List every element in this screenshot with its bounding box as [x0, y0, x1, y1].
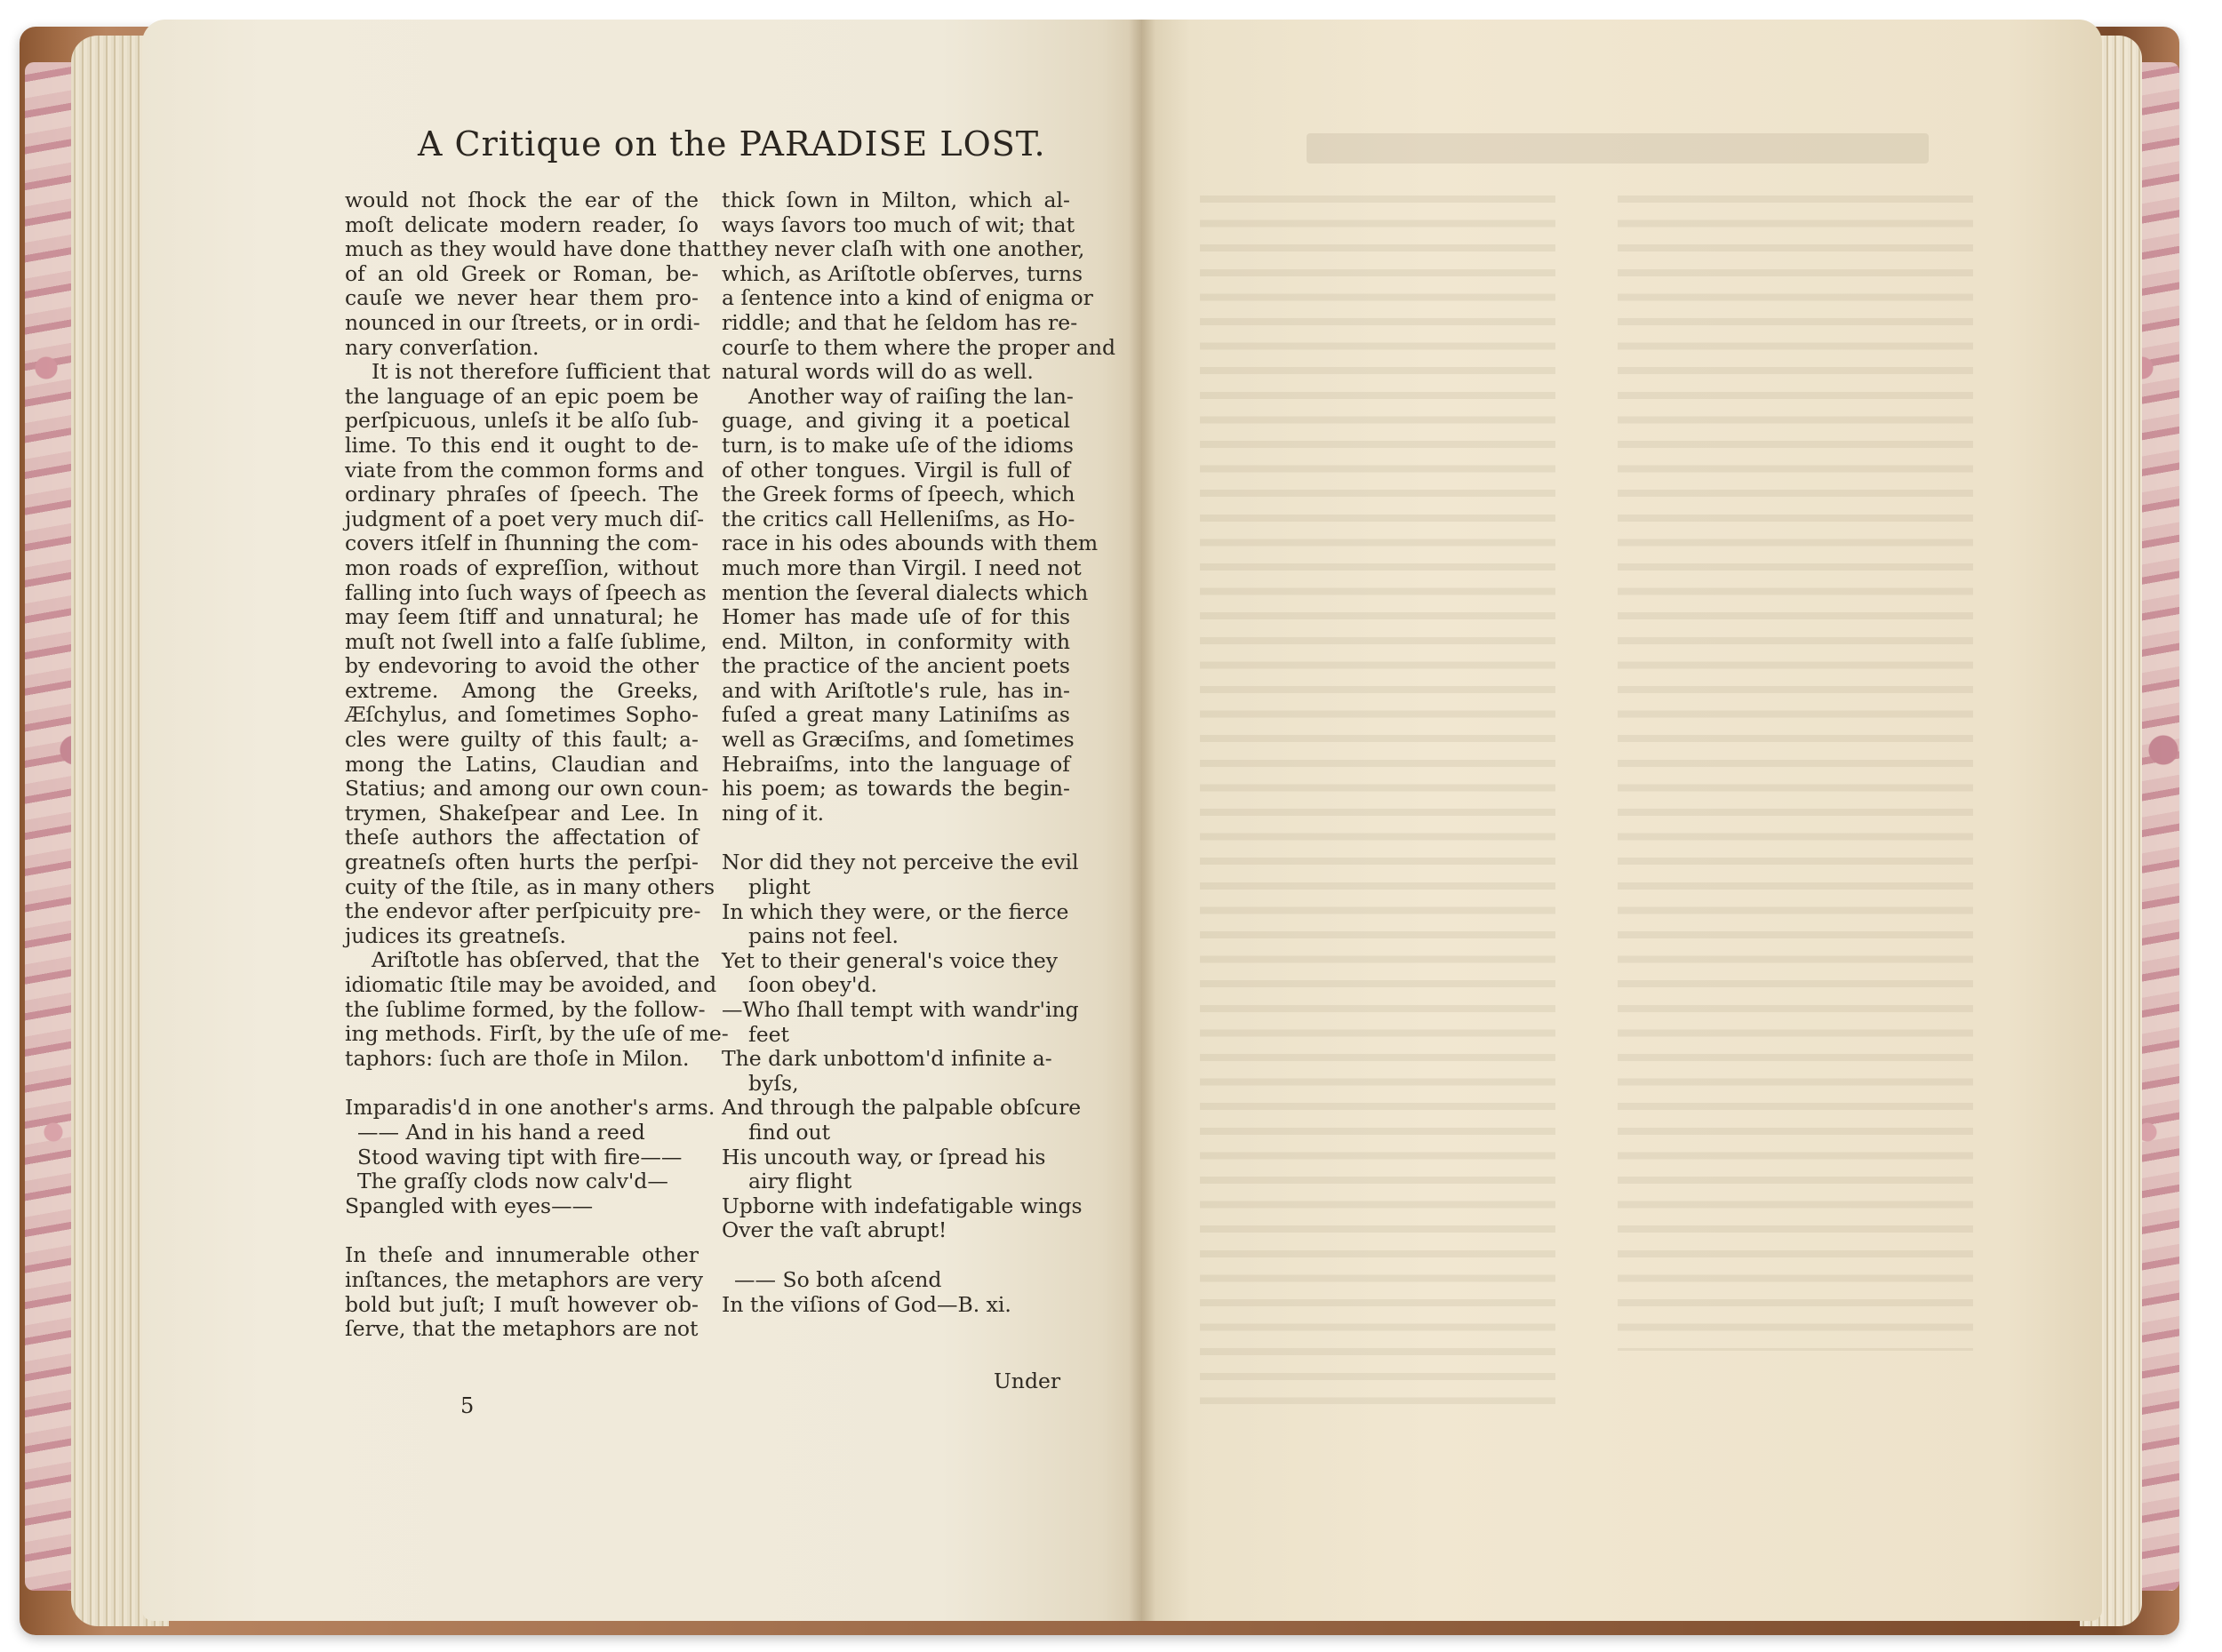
text-line: natural words will do as well. [722, 359, 1034, 385]
verse-line: Stood waving tipt with fire—— [357, 1144, 683, 1169]
show-through-column [1618, 196, 1973, 1351]
show-through-text [1200, 133, 2018, 1404]
text-line: the practice of the ancient poets [722, 653, 1070, 679]
text-line: the critics call Helleniſms, as Ho- [722, 506, 1075, 531]
text-line: judices its greatneſs. [345, 922, 566, 948]
column-one-tail [345, 1242, 704, 1342]
text-line: mon roads of expreſſion, without [345, 555, 699, 580]
text-line: ſerve, that the metaphors are not [345, 1316, 699, 1342]
text-line: ways ſavors too much of wit; that [722, 211, 1075, 237]
verse-line: In which they were, or the fierce [722, 898, 1069, 924]
verse-line: Nor did they not perceive the evil [722, 850, 1079, 875]
verse-line: The graſſy clods now calv'd— [357, 1169, 668, 1194]
text-line: ning of it. [722, 800, 825, 826]
text-line: turn, is to make uſe of the idioms [722, 432, 1074, 458]
text-line: bold but juſt; I muſt however ob- [345, 1291, 699, 1317]
text-line: Hebraiſms, into the language of [722, 751, 1070, 777]
text-line: ordinary phraſes of ſpeech. The [345, 482, 699, 507]
text-line: they never claſh with one another, [722, 236, 1085, 262]
verse-line: —— So both aſcend [734, 1266, 942, 1292]
text-line: Statius; and among our own coun- [345, 776, 709, 802]
text-line: taphors: ſuch are thoſe in Milon. [345, 1045, 690, 1071]
text-line: It is not therefore ſufficient that [372, 359, 711, 385]
text-line: viate from the common forms and [345, 457, 705, 483]
verse-line: Yet to their general's voice they [722, 947, 1059, 973]
text-line: his poem; as towards the begin- [722, 776, 1070, 802]
text-line: covers itſelf in ſhunning the com- [345, 531, 699, 556]
text-column-one [345, 188, 729, 1342]
text-line: would not ſhock the ear of the [345, 188, 699, 212]
text-line: courſe to them where the proper and [722, 334, 1116, 360]
text-line: guage, and giving it a poetical [722, 408, 1070, 434]
column-one-prose [345, 188, 729, 1071]
catchword: Under [994, 1369, 1061, 1393]
text-line: lime. To this end it ought to de- [345, 432, 699, 458]
verse-line: His uncouth way, or ſpread his [722, 1144, 1046, 1169]
verse-line: And through the palpable obſcure [722, 1095, 1082, 1121]
text-line: Æſchylus, and ſometimes Sopho- [345, 702, 699, 728]
text-line: end. Milton, in conformity with [722, 628, 1070, 654]
verse-line: —— And in his hand a reed [357, 1119, 645, 1145]
text-line: the endevor after perſpicuity pre- [345, 898, 701, 924]
verse-line: airy flight [748, 1169, 852, 1194]
column-two-tail [722, 1268, 1070, 1317]
text-line: race in his odes abounds with them [722, 531, 1099, 556]
text-line: by endevoring to avoid the other [345, 653, 699, 679]
text-line: theſe authors the affectation of [345, 825, 699, 850]
verse-line: Upborne with indefatigable wings [722, 1193, 1083, 1218]
page-number: 5 [460, 1393, 475, 1418]
text-line: Ariſtotle has obſerved, that the [372, 947, 700, 973]
text-line: a ſentence into a kind of enigma or [722, 285, 1093, 311]
text-line: inſtances, the metaphors are very [345, 1266, 704, 1292]
text-line: trymen, Shakeſpear and Lee. In [345, 800, 699, 826]
text-line: extreme. Among the Greeks, [345, 677, 699, 703]
show-through-column [1200, 196, 1555, 1404]
text-line: nary converſation. [345, 334, 540, 360]
text-line: much more than Virgil. I need not [722, 555, 1082, 580]
column-two-prose [722, 188, 1116, 826]
text-line: of other tongues. Virgil is full of [722, 457, 1070, 483]
verse-line: The dark unbottom'd infinite a- [722, 1046, 1052, 1072]
verse-line: In the viſions of God—B. xi. [722, 1291, 1011, 1317]
text-line: nounced in our ſtreets, or in ordi- [345, 309, 700, 335]
verse-line: plight [748, 874, 811, 900]
text-line: mong the Latins, Claudian and [345, 751, 699, 777]
text-line: riddle; and that he ſeldom has re- [722, 309, 1078, 335]
text-line: In theſe and innumerable other [345, 1242, 699, 1268]
verse-line: —Who ſhall tempt with wandr'ing [722, 997, 1079, 1022]
verse-line: pains not feel. [748, 923, 899, 949]
text-line: cuity of the ſtile, as in many others [345, 874, 715, 899]
text-line: the language of an epic poem be [345, 383, 699, 409]
running-head: A Critique on the PARADISE LOST. [418, 124, 1046, 164]
text-line: judgment of a poet very much diſ- [345, 506, 705, 531]
verse-line: byſs, [748, 1070, 799, 1096]
show-through-header [1307, 133, 1929, 164]
text-line: idiomatic ſtile may be avoided, and [345, 972, 717, 997]
text-line: falling into ſuch ways of ſpeech as [345, 579, 707, 605]
book-gutter [1129, 20, 1155, 1621]
verse-line: Over the vaſt abrupt! [722, 1217, 947, 1243]
column-one-verse [345, 1095, 715, 1218]
text-line: fuſed a great many Latiniſms as [722, 702, 1070, 728]
text-line: the Greek forms of ſpeech, which [722, 482, 1075, 507]
text-line: well as Græciſms, and ſometimes [722, 727, 1075, 753]
text-line: moſt delicate modern reader, ſo [345, 211, 699, 237]
text-line: of an old Greek or Roman, be- [345, 260, 699, 286]
text-line: mention the ſeveral dialects which [722, 579, 1089, 605]
verse-line: Imparadis'd in one another's arms. [345, 1095, 715, 1121]
text-line: which, as Ariſtotle obſerves, turns [722, 260, 1083, 286]
text-line: perſpicuous, unleſs it be alſo ſub- [345, 408, 699, 434]
text-line: Homer has made uſe of for this [722, 604, 1070, 630]
verse-line: Spangled with eyes—— [345, 1193, 594, 1218]
text-line: muſt not ſwell into a falſe ſublime, [345, 628, 707, 654]
text-line: and with Ariſtotle's rule, has in- [722, 677, 1070, 703]
text-line: may ſeem ſtiff and unnatural; he [345, 604, 699, 630]
verse-line: feet [748, 1021, 789, 1047]
verse-line: find out [748, 1119, 831, 1145]
text-line: much as they would have done that [345, 236, 721, 262]
verse-line: ſoon obey'd. [748, 972, 877, 998]
text-line: cauſe we never hear them pro- [345, 285, 699, 311]
text-line: cles were guilty of this fault; a- [345, 727, 699, 753]
text-line: greatneſs often hurts the perſpi- [345, 850, 699, 875]
text-line: thick ſown in Milton, which al- [722, 188, 1070, 212]
text-line: the ſublime formed, by the follow- [345, 996, 706, 1022]
text-column-two [722, 188, 1116, 1317]
text-line: ing methods. Firſt, by the uſe of me- [345, 1021, 729, 1047]
text-line: Another way of raiſing the lan- [748, 383, 1074, 409]
column-two-verse [722, 850, 1083, 1243]
